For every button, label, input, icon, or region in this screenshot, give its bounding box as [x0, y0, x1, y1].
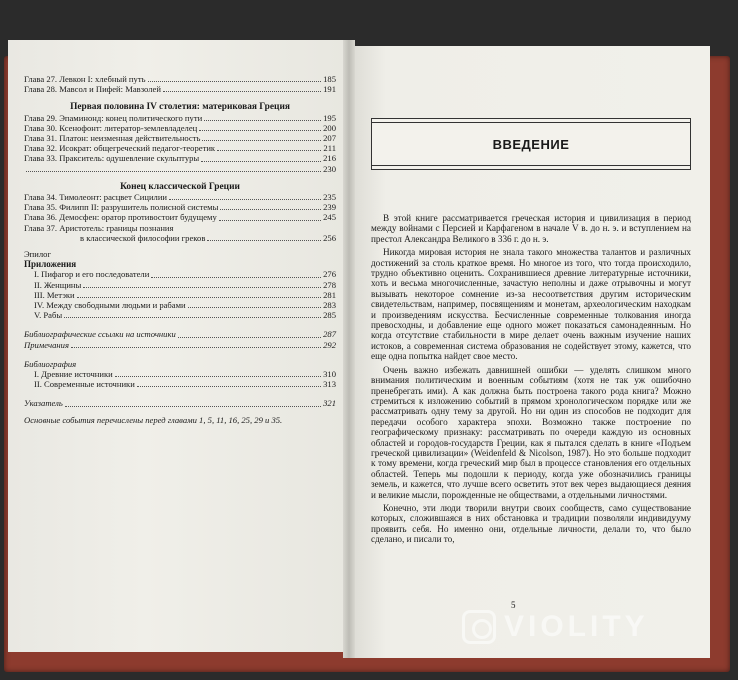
- toc-section-heading: Первая половина IV столетия: материковая Греция: [70, 102, 290, 113]
- toc-row: Глава 33. Пракситель: одушевление скульптуры 216: [24, 153, 336, 164]
- toc-row: I. Пифагор и его последователи 276: [34, 269, 336, 280]
- chapter-header-box: [371, 118, 691, 170]
- toc-row: Глава 36. Демосфен: оратор противостоит будущему 245: [24, 212, 336, 223]
- paragraph: Никогда мировая история не знала такого множества талантов и различных достижений за столь краткое время. Но многое из того, что тогда происходило, трудно объективно оценить. Сохранившиеся древние литературные источники, хоть и весьма многочисленные, зачастую неполны и даже отрывочны и могут вызывать некоторое сомнение из-за несоответствия другим историческим свидетельствам, например, посвящениям и монетам, археологическим находкам и произведениям искусства. Бесчисленные современные толкования иногда превосходны, и добавление еще одного может показаться самонадеянным. Но когда отсутствие стабильности в мире делает очень важным изучение наших истоков, а современная система образования не содействует этому, кажется, что еще одна попытка найдет свое место.: [371, 247, 691, 362]
- toc-row: Глава 27. Левкон I: хлебный путь 185: [24, 74, 336, 84]
- watermark-logo-icon: [462, 610, 496, 644]
- toc-row: Примечания 292: [24, 339, 336, 350]
- paragraph: Очень важно избежать давнишней ошибки — уделять слишком много внимания политическим и военным событиям (хотя не так уж ошибочно пренебрегать ими). А как должна быть построена такого рода книга? Можно стремиться к изложению событий в прямом хронологическом порядке или же рассматривать одну тему за другой. Но ни один из способов не подходит для передачи особого характера эпохи. Возможно также построение по географическому признаку: рассматривать по очереди каждую из основных областей и городов-государств Греции, как я пытался сделать в книге «Подъем греческой цивилизации» (Weidenfeld & Nicolson, 1987). Но это больше подходит к тому времени, когда греческий мир был в процессе становления его отдельных областей. Теперь мы подошли к периоду, когда уже обозначились границы земель, и кажется, что лучше всего осветить этот век через выдающиеся деяния и великие мысли, порожденные не обществами, а отдельными личностями.: [371, 364, 691, 500]
- toc-group-heading: Приложения: [24, 259, 77, 270]
- toc-row: III. Метэки 281: [34, 289, 336, 300]
- toc-row: Глава 35. Филипп II: разрушитель полисной системы 239: [24, 202, 336, 213]
- toc-row: Глава 28. Мавсол и Пифей: Мавзолей 191: [24, 84, 336, 95]
- toc-row: Глава 34. Тимолеонт: расцвет Сицилии 235: [24, 192, 336, 203]
- toc-group-heading: Библиография: [24, 358, 77, 369]
- table-of-contents: [24, 74, 336, 425]
- watermark-text: VIOLITY: [504, 610, 649, 643]
- toc-row: в классической философии греков 256: [80, 232, 336, 243]
- book-gutter: [343, 40, 355, 658]
- toc-footnote: Основные события перечислены перед главами 1, 5, 11, 16, 25, 29 и 35.: [24, 414, 283, 425]
- toc-row: Глава 31. Платон: неизменная действительность 207: [24, 133, 336, 144]
- toc-row: II. Женщины 278: [34, 279, 336, 290]
- paragraph: В этой книге рассматривается греческая история и цивилизация в период между войнами с Персией и Карфагеном в начале V в. до н. э. и вступлением на престол Александра Великого в 336 г. до н. э.: [371, 213, 691, 244]
- toc-row: IV. Между свободными людьми и рабами 283: [34, 300, 336, 311]
- paragraph: Конечно, эти люди творили внутри своих сообществ, само существование которых, сложившаяся в них обстановка и традиции позволяли индивидууму проявить себя. Но именно они, отдельные личности, делали то, что было сделано, и писали то,: [371, 502, 691, 545]
- toc-row: Глава 29. Эпаминонд: конец политического пути 195: [24, 112, 336, 123]
- toc-row: V. Рабы 285: [34, 310, 336, 321]
- toc-row: I. Древние источники 310: [34, 369, 336, 380]
- toc-row: 230: [24, 164, 336, 174]
- page-number: 5: [511, 600, 516, 610]
- toc-row: II. Современные источники 313: [34, 379, 336, 390]
- chapter-body: [371, 213, 691, 545]
- toc-row: Глава 37. Аристотель: границы познания: [24, 222, 174, 233]
- toc-row: Эпилог: [24, 249, 51, 260]
- toc-section-heading: Конец классической Греции: [120, 181, 240, 192]
- toc-row: Указатель 321: [24, 398, 336, 409]
- chapter-title: ВВЕДЕНИЕ: [492, 136, 570, 152]
- toc-row: Глава 30. Ксенофонт: литератор-землевладелец 200: [24, 122, 336, 133]
- watermark: [462, 610, 649, 644]
- toc-row: Библиографические ссылки на источники 287: [24, 329, 336, 340]
- toc-row: Глава 32. Исократ: общегреческий педагог-теоретик 211: [24, 143, 336, 154]
